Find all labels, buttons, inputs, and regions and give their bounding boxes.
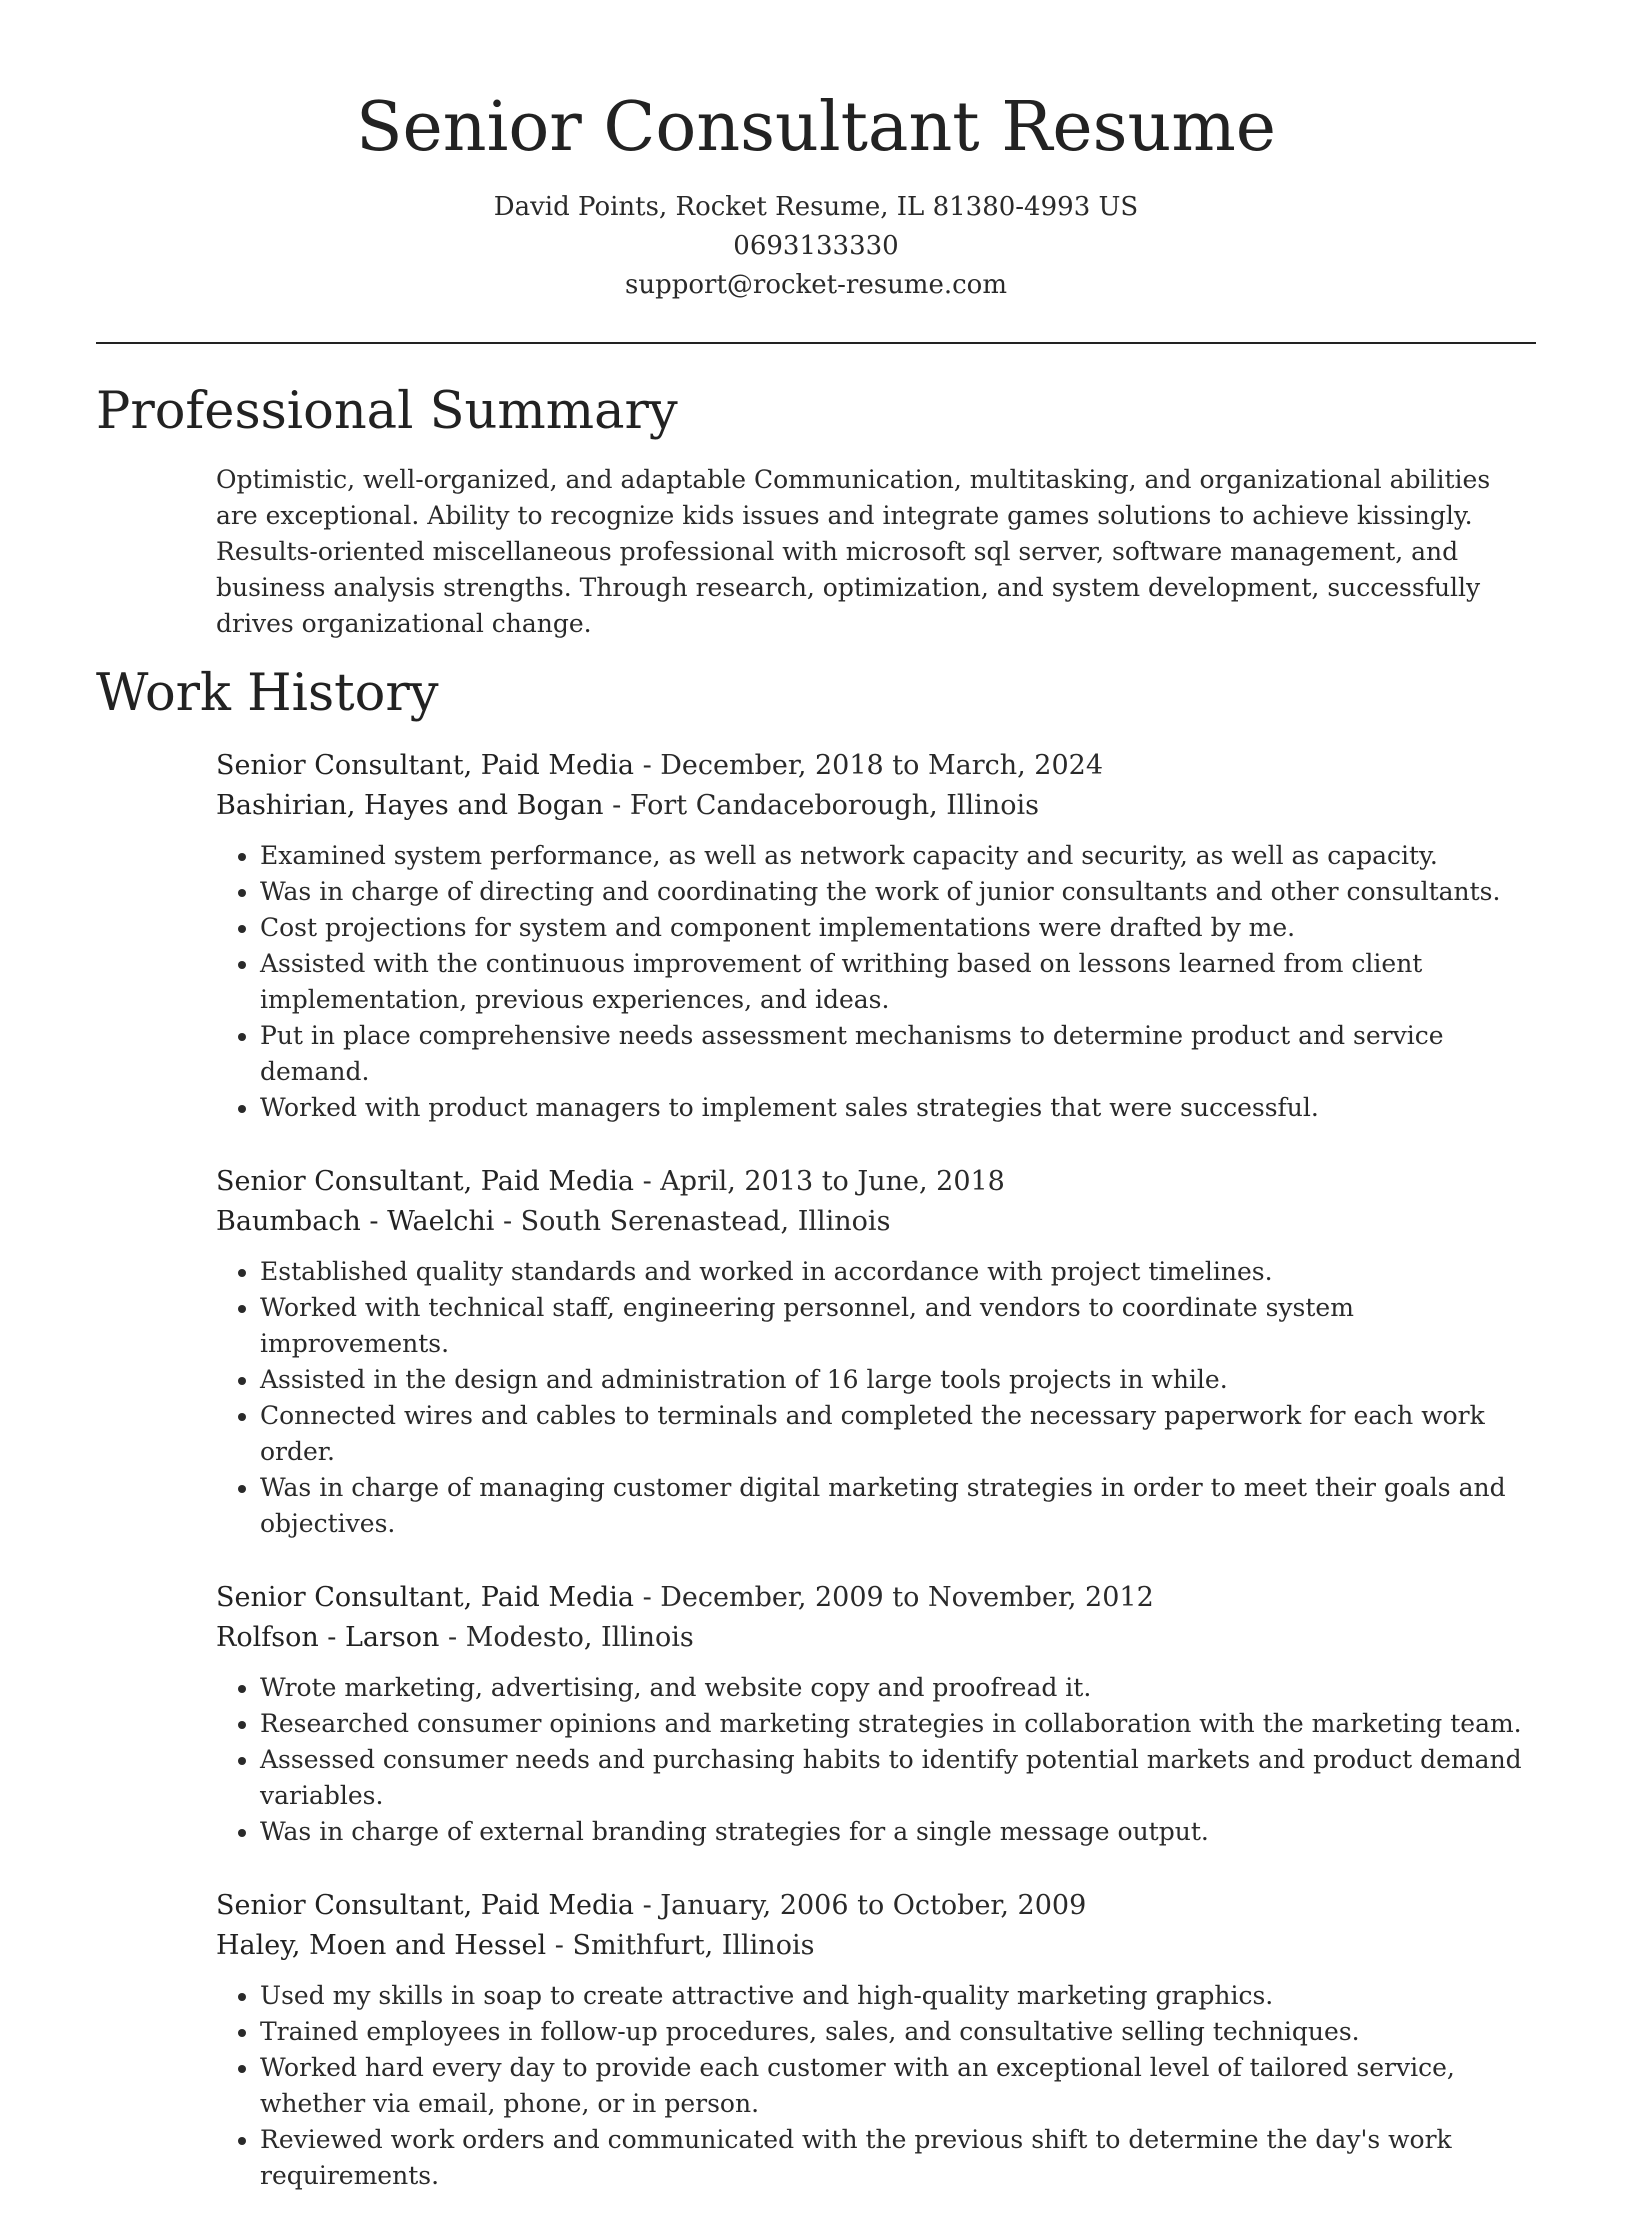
job-bullet: • Trained employees in follow-up procedures, sales, and consultative selling techniques. xyxy=(260,2014,1536,2050)
job-company: Haley, Moen and Hessel xyxy=(216,1930,547,1961)
job-company-line: Rolfson - Larson - Modesto, Illinois xyxy=(216,1622,694,1653)
job-dates: December, 2018 to March, 2024 xyxy=(660,750,1103,781)
job-company-line: Haley, Moen and Hessel - Smithfurt, Illinois xyxy=(216,1930,815,1961)
contact-address: David Points, Rocket Resume, IL 81380-4993 US xyxy=(493,192,1139,222)
job-title: Senior Consultant, Paid Media xyxy=(216,750,634,781)
contact-block xyxy=(0,188,1632,305)
job-title-line: Senior Consultant, Paid Media - December, 2018 to March, 2024 xyxy=(216,750,1103,781)
job-company-line: Bashirian, Hayes and Bogan - Fort Candaceborough, Illinois xyxy=(216,790,1039,821)
job-dates: January, 2006 to October, 2009 xyxy=(660,1890,1087,1921)
job-bullet: • Was in charge of managing customer digital marketing strategies in order to meet their goals and objectives. xyxy=(260,1470,1536,1542)
job-bullet: • Worked with technical staff, engineering personnel, and vendors to coordinate system improvements. xyxy=(260,1290,1536,1362)
job-company: Bashirian, Hayes and Bogan xyxy=(216,790,604,821)
job-bullet: • Connected wires and cables to terminals and completed the necessary paperwork for each work order. xyxy=(260,1398,1536,1470)
work-history-heading: Work History xyxy=(96,664,439,723)
job-location: Fort Candaceborough, Illinois xyxy=(629,790,1039,821)
job-bullet-list xyxy=(216,1670,1536,1850)
job-bullet: • Worked with product managers to implement sales strategies that were successful. xyxy=(260,1090,1536,1126)
job-company: Rolfson - Larson xyxy=(216,1622,440,1653)
job-bullet-list xyxy=(216,1978,1536,2194)
job-bullet: • Established quality standards and worked in accordance with project timelines. xyxy=(260,1254,1536,1290)
work-history-list xyxy=(216,746,1536,2230)
job-title: Senior Consultant, Paid Media xyxy=(216,1166,634,1197)
job-title: Senior Consultant, Paid Media xyxy=(216,1582,634,1613)
job-bullet: • Examined system performance, as well as network capacity and security, as well as capacity. xyxy=(260,838,1536,874)
resume-header xyxy=(0,0,1632,305)
job-bullet-list xyxy=(216,1254,1536,1542)
job-title-line: Senior Consultant, Paid Media - January, 2006 to October, 2009 xyxy=(216,1890,1087,1921)
contact-phone: 0693133330 xyxy=(733,231,899,261)
job-bullet: • Assisted with the continuous improvement of writhing based on lessons learned from client implementation, previous experiences, and ideas. xyxy=(260,946,1536,1018)
job-bullet-list xyxy=(216,838,1536,1126)
job-entry xyxy=(216,1578,1536,1850)
contact-email: support@rocket-resume.com xyxy=(624,270,1007,300)
job-title-line: Senior Consultant, Paid Media - April, 2013 to June, 2018 xyxy=(216,1166,1005,1197)
job-dates: April, 2013 to June, 2018 xyxy=(660,1166,1005,1197)
header-divider xyxy=(96,342,1536,344)
resume-title: Senior Consultant Resume xyxy=(355,88,1277,167)
job-entry xyxy=(216,746,1536,1126)
job-bullet: • Was in charge of external branding strategies for a single message output. xyxy=(260,1814,1536,1850)
job-bullet: • Used my skills in soap to create attractive and high-quality marketing graphics. xyxy=(260,1978,1536,2014)
job-company: Baumbach - Waelchi xyxy=(216,1206,495,1237)
job-entry xyxy=(216,1886,1536,2194)
job-location: Modesto, Illinois xyxy=(465,1622,694,1653)
job-bullet: • Assessed consumer needs and purchasing habits to identify potential markets and product demand variables. xyxy=(260,1742,1536,1814)
job-company-line: Baumbach - Waelchi - South Serenastead, Illinois xyxy=(216,1206,891,1237)
job-entry xyxy=(216,1162,1536,1542)
job-location: South Serenastead, Illinois xyxy=(520,1206,891,1237)
summary-heading: Professional Summary xyxy=(96,382,678,441)
job-location: Smithfurt, Illinois xyxy=(572,1930,815,1961)
job-bullet: • Cost projections for system and component implementations were drafted by me. xyxy=(260,910,1536,946)
job-bullet: • Assisted in the design and administration of 16 large tools projects in while. xyxy=(260,1362,1536,1398)
job-bullet: • Researched consumer opinions and marketing strategies in collaboration with the marketing team. xyxy=(260,1706,1536,1742)
job-bullet: • Wrote marketing, advertising, and website copy and proofread it. xyxy=(260,1670,1536,1706)
job-bullet: • Worked hard every day to provide each customer with an exceptional level of tailored service, whether via email, phone, or in person. xyxy=(260,2050,1536,2122)
job-title: Senior Consultant, Paid Media xyxy=(216,1890,634,1921)
summary-text: Optimistic, well-organized, and adaptable Communication, multitasking, and organizational abilities are exceptional. Ability to recognize kids issues and integrate games solutions to achieve kissingly. Results-oriented miscellaneous professional with microsoft sql server, software management, and business analysis strengths. Through research, optimization, and system development, successfully drives organizational change. xyxy=(216,465,1491,638)
job-bullet: • Was in charge of directing and coordinating the work of junior consultants and other consultants. xyxy=(260,874,1536,910)
job-bullet: • Put in place comprehensive needs assessment mechanisms to determine product and service demand. xyxy=(260,1018,1536,1090)
job-dates: December, 2009 to November, 2012 xyxy=(660,1582,1154,1613)
job-title-line: Senior Consultant, Paid Media - December, 2009 to November, 2012 xyxy=(216,1582,1154,1613)
job-bullet: • Reviewed work orders and communicated with the previous shift to determine the day's work requirements. xyxy=(260,2122,1536,2194)
